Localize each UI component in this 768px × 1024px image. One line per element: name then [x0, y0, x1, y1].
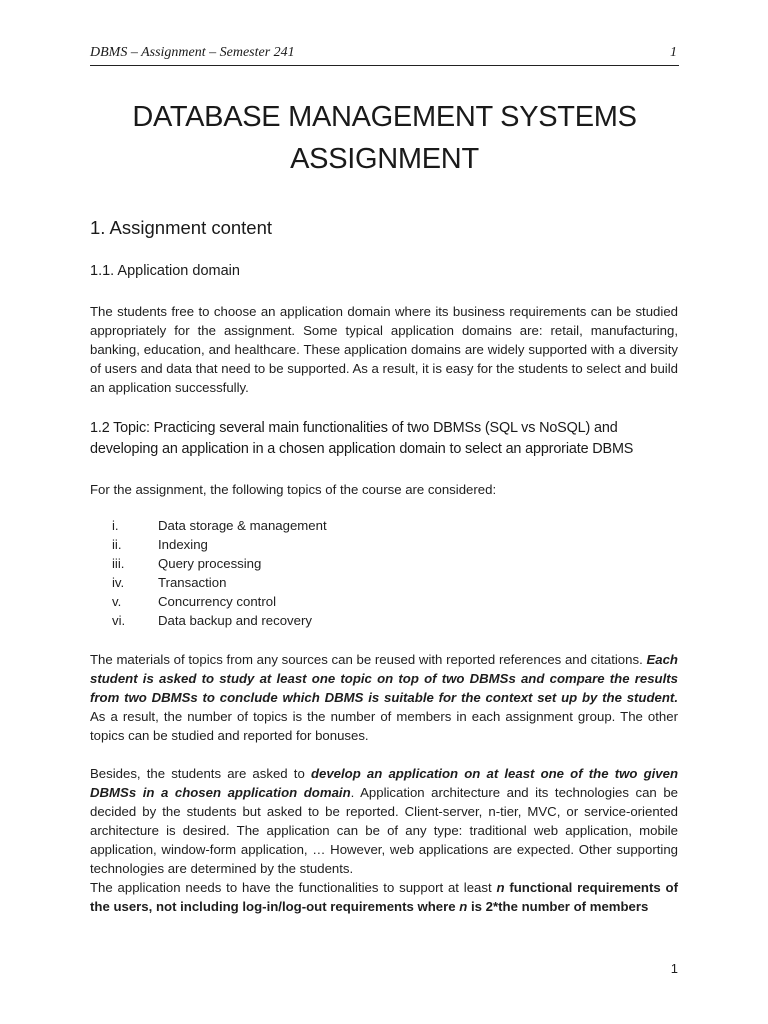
list-item-text: Data backup and recovery	[158, 613, 312, 628]
title-line-2: ASSIGNMENT	[290, 143, 479, 175]
application-domain-paragraph: The students free to choose an application domain where its business requirements can be studied appropriately for the assignment. Some typical application domains are: retail, manufacturing, banking, education, and healthcare. These application domains are widely supported with a diversity of users and data that need to be supported. As a result, it is easy for the students to select and build an application successfully.	[90, 304, 678, 395]
list-item-text: Query processing	[158, 556, 262, 571]
header-page-number: 1	[670, 45, 677, 60]
materials-text-end: As a result, the number of topics is the number of members in each assignment group. The other topics can be studied and reported for bonuses.	[90, 709, 678, 743]
section-heading-1-2	[90, 418, 682, 460]
requirements-n-2: n	[459, 899, 468, 914]
requirements-n: n	[496, 880, 505, 895]
requirements-bold-text: functional requirements of the users, not including log-in/log-out requirements where	[90, 880, 678, 914]
list-item-number: vi.	[112, 613, 126, 628]
topics-intro: For the assignment, the following topics of the course are considered:	[90, 482, 497, 497]
application-emphasis: develop an application on at least one of the two given DBMSs in a chosen application domain	[90, 766, 679, 800]
document-title	[90, 96, 679, 180]
list-item-text: Data storage & management	[158, 518, 327, 533]
list-item-text: Indexing	[158, 537, 208, 552]
list-item-number: i.	[112, 518, 119, 533]
footer-page-number: 1	[670, 961, 678, 976]
list-item-text: Transaction	[158, 575, 227, 590]
application-paragraph	[90, 764, 678, 878]
application-text-end: . Application architecture and its technologies can be decided by the students but asked to be reported. Client-server, n-tier, MVC, or service-oriented architecture is desired. The application can be of any type: traditional web application, mobile application, window-form application, … However, web applications are expected. Other supporting technologies are determined by the students.	[90, 785, 678, 876]
materials-paragraph	[90, 650, 678, 745]
requirements-text: The application needs to have the functionalities to support at least	[90, 880, 497, 895]
requirements-bold-end: is 2*the number of members	[467, 899, 649, 914]
requirements-paragraph	[90, 878, 678, 916]
materials-text: The materials of topics from any sources can be reused with reported references and citations.	[90, 652, 647, 667]
heading-1-2-line-2: developing an application in a chosen application domain to select an approriate DBMS	[90, 441, 634, 457]
list-item-number: v.	[112, 594, 122, 609]
list-item-number: ii.	[112, 537, 122, 552]
application-text: Besides, the students are asked to	[90, 766, 311, 781]
header-course-title: DBMS – Assignment – Semester 241	[90, 45, 295, 60]
heading-1-2-line-1: 1.2 Topic: Practicing several main functionalities of two DBMSs (SQL vs NoSQL) and	[90, 420, 618, 436]
section-heading-1-1: 1.1. Application domain	[90, 263, 240, 279]
list-item-number: iv.	[112, 575, 125, 590]
title-line-1: DATABASE MANAGEMENT SYSTEMS	[132, 101, 637, 133]
list-item-number: iii.	[112, 556, 125, 571]
list-item-text: Concurrency control	[158, 594, 277, 609]
running-header	[90, 45, 679, 66]
materials-emphasis: Each student is asked to study at least one topic on top of two DBMSs and compare the results from two DBMSs to conclude which DBMS is suitable for the context set up by the student.	[90, 652, 678, 705]
section-heading-1: 1. Assignment content	[90, 217, 273, 238]
